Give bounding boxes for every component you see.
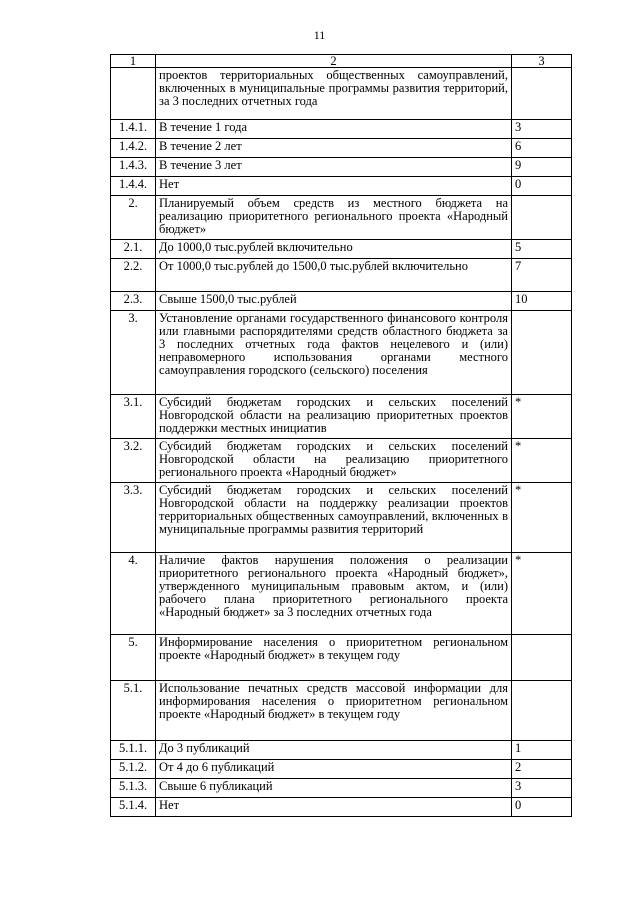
column-header-1: 1 xyxy=(111,55,156,68)
table-row xyxy=(111,68,572,120)
row-value: 7 xyxy=(512,259,572,292)
table-row xyxy=(111,120,572,139)
row-value: 3 xyxy=(512,779,572,798)
row-number xyxy=(111,68,156,120)
row-value xyxy=(512,681,572,741)
row-value: 0 xyxy=(512,798,572,817)
row-text: Свыше 1500,0 тыс.рублей xyxy=(156,292,512,311)
table-row xyxy=(111,798,572,817)
row-value: 0 xyxy=(512,177,572,196)
row-text: Наличие фактов нарушения положения о реализации приоритетного регионального проекта «Народный бюджет», утвержденного муниципальным правовым актом, и (или) рабочего плана приоритетного регионального проекта «Народный бюджет» за 3 последних отчетных года xyxy=(156,553,512,635)
row-text: Нет xyxy=(156,798,512,817)
table-row xyxy=(111,240,572,259)
row-number: 5.1.2. xyxy=(111,760,156,779)
row-text: Субсидий бюджетам городских и сельских поселений Новгородской области на реализацию приоритетного регионального проекта «Народный бюджет» xyxy=(156,439,512,483)
row-value: 9 xyxy=(512,158,572,177)
table-header-row xyxy=(111,55,572,68)
row-text: Субсидий бюджетам городских и сельских поселений Новгородской области на поддержку реализации проектов территориальных общественных самоуправлений, включенных в муниципальные программы развития территорий xyxy=(156,483,512,553)
row-text: Свыше 6 публикаций xyxy=(156,779,512,798)
row-text: Установление органами государственного финансового контроля или главными распорядителями средств областного бюджета за 3 последних отчетных года фактов нецелевого и (или) неправомерного использования органами местного самоуправления городского (сельского) поселения xyxy=(156,311,512,395)
row-number: 1.4.3. xyxy=(111,158,156,177)
row-text: В течение 2 лет xyxy=(156,139,512,158)
row-value: * xyxy=(512,483,572,553)
row-number: 2. xyxy=(111,196,156,240)
table-row xyxy=(111,553,572,635)
row-number: 2.1. xyxy=(111,240,156,259)
row-value: * xyxy=(512,439,572,483)
row-value: 6 xyxy=(512,139,572,158)
row-number: 1.4.1. xyxy=(111,120,156,139)
row-number: 5. xyxy=(111,635,156,681)
row-number: 4. xyxy=(111,553,156,635)
row-number: 3.3. xyxy=(111,483,156,553)
table-row xyxy=(111,779,572,798)
row-value: * xyxy=(512,553,572,635)
row-text: Планируемый объем средств из местного бюджета на реализацию приоритетного регионального проекта «Народный бюджет» xyxy=(156,196,512,240)
table-row xyxy=(111,177,572,196)
table-row xyxy=(111,741,572,760)
row-value xyxy=(512,311,572,395)
row-value: 10 xyxy=(512,292,572,311)
row-number: 3. xyxy=(111,311,156,395)
table-row xyxy=(111,311,572,395)
row-text: До 3 публикаций xyxy=(156,741,512,760)
row-number: 2.3. xyxy=(111,292,156,311)
page-number: 11 xyxy=(313,28,326,42)
row-number: 5.1. xyxy=(111,681,156,741)
table-row xyxy=(111,158,572,177)
row-text: От 4 до 6 публикаций xyxy=(156,760,512,779)
row-text: В течение 3 лет xyxy=(156,158,512,177)
row-value: * xyxy=(512,395,572,439)
row-number: 2.2. xyxy=(111,259,156,292)
table-row xyxy=(111,196,572,240)
row-text: От 1000,0 тыс.рублей до 1500,0 тыс.рублей включительно xyxy=(156,259,512,292)
row-text: Использование печатных средств массовой информации для информирования населения о приоритетном региональном проекте «Народный бюджет» в текущем году xyxy=(156,681,512,741)
table-row xyxy=(111,139,572,158)
row-value: 2 xyxy=(512,760,572,779)
table-row xyxy=(111,635,572,681)
row-text: До 1000,0 тыс.рублей включительно xyxy=(156,240,512,259)
row-number: 1.4.4. xyxy=(111,177,156,196)
column-header-2: 2 xyxy=(156,55,512,68)
criteria-table xyxy=(110,54,572,817)
row-text: В течение 1 года xyxy=(156,120,512,139)
row-number: 5.1.4. xyxy=(111,798,156,817)
table-row xyxy=(111,681,572,741)
table-row xyxy=(111,292,572,311)
table-row xyxy=(111,483,572,553)
row-number: 5.1.1. xyxy=(111,741,156,760)
row-text: проектов территориальных общественных самоуправлений, включенных в муниципальные программы развития территорий, за 3 последних отчетных года xyxy=(156,68,512,120)
row-number: 5.1.3. xyxy=(111,779,156,798)
row-text: Субсидий бюджетам городских и сельских поселений Новгородской области на реализацию приоритетных проектов поддержки местных инициатив xyxy=(156,395,512,439)
table-row xyxy=(111,439,572,483)
table-row xyxy=(111,259,572,292)
row-value: 5 xyxy=(512,240,572,259)
row-text: Информирование населения о приоритетном региональном проекте «Народный бюджет» в текущем году xyxy=(156,635,512,681)
row-value: 1 xyxy=(512,741,572,760)
row-number: 1.4.2. xyxy=(111,139,156,158)
row-value xyxy=(512,635,572,681)
row-value xyxy=(512,196,572,240)
table-row xyxy=(111,395,572,439)
row-number: 3.2. xyxy=(111,439,156,483)
column-header-3: 3 xyxy=(512,55,572,68)
row-number: 3.1. xyxy=(111,395,156,439)
row-value: 3 xyxy=(512,120,572,139)
row-text: Нет xyxy=(156,177,512,196)
table-row xyxy=(111,760,572,779)
row-value xyxy=(512,68,572,120)
